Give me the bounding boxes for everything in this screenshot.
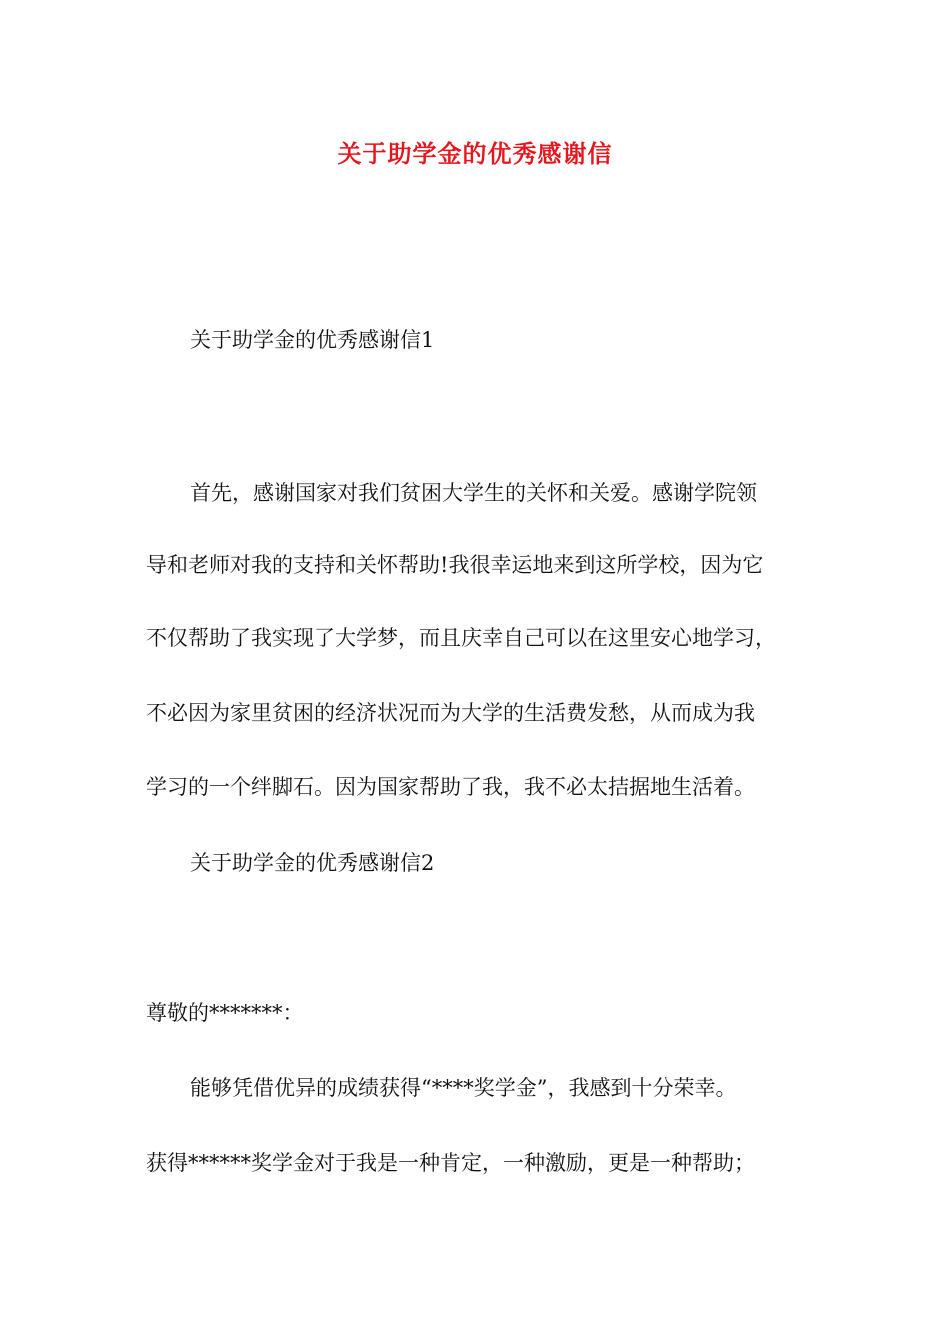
paragraph-line: 首先，感谢国家对我们贫困大学生的关怀和关爱。感谢学院领 bbox=[190, 481, 757, 505]
paragraph-line: 导和老师对我的支持和关怀帮助!我很幸运地来到这所学校，因为它 bbox=[146, 553, 764, 577]
paragraph-line: 能够凭借优异的成绩获得“****奖学金”，我感到十分荣幸。 bbox=[190, 1076, 737, 1100]
paragraph-line: 学习的一个绊脚石。因为国家帮助了我，我不必太拮据地生活着。 bbox=[146, 775, 755, 799]
section-heading-2: 关于助学金的优秀感谢信2 bbox=[190, 851, 435, 875]
paragraph-line: 不仅帮助了我实现了大学梦，而且庆幸自己可以在这里安心地学习， bbox=[146, 626, 776, 650]
document-title: 关于助学金的优秀感谢信 bbox=[337, 139, 613, 168]
salutation: 尊敬的*******： bbox=[146, 1001, 304, 1025]
paragraph-line: 不必因为家里贫困的经济状况而为大学的生活费发愁，从而成为我 bbox=[146, 701, 755, 725]
section-heading-1: 关于助学金的优秀感谢信1 bbox=[190, 328, 435, 352]
paragraph-line: 获得******奖学金对于我是一种肯定，一种激励，更是一种帮助； bbox=[146, 1151, 755, 1175]
